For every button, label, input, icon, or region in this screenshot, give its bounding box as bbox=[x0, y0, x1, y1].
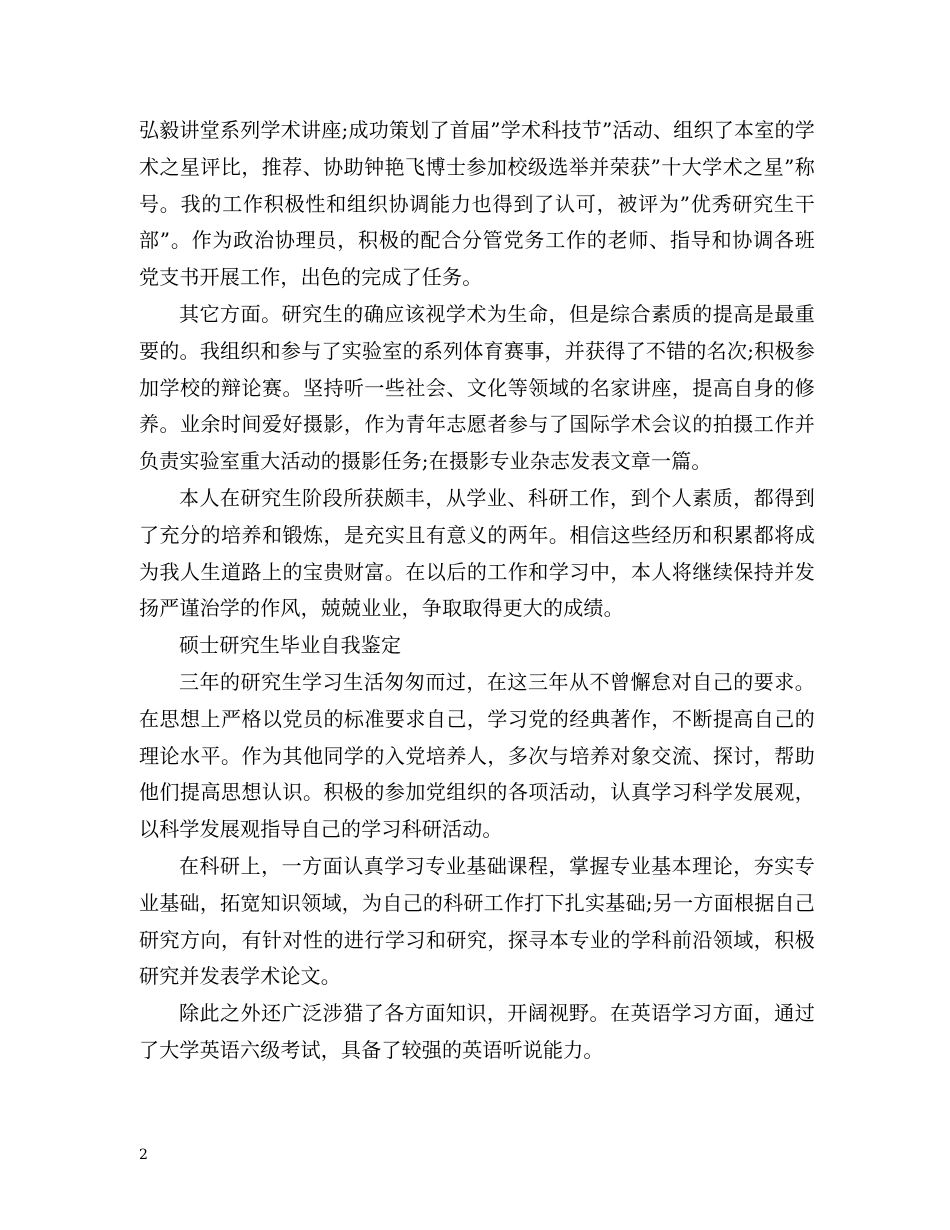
paragraph-6: 除此之外还广泛涉猎了各方面知识，开阔视野。在英语学习方面，通过了大学英语六级考试，具备了较强的英语听说能力。 bbox=[139, 1001, 815, 1062]
page-number: 2 bbox=[139, 1147, 148, 1163]
paragraph-5: 在科研上，一方面认真学习专业基础课程，掌握专业基本理论，夯实专业基础，拓宽知识领域，为自己的科研工作打下扎实基础;另一方面根据自己研究方向，有针对性的进行学习和研究，探寻本专业的学科前沿领域，积极研究并发表学术论文。 bbox=[139, 853, 815, 989]
paragraph-4: 三年的研究生学习生活匆匆而过，在这三年从不曾懈怠对自己的要求。在思想上严格以党员的标准要求自己，学习党的经典著作，不断提高自己的理论水平。作为其他同学的入党培养人，多次与培养对象交流、探讨，帮助他们提高思想认识。积极的参加党组织的各项活动，认真学习科学发展观，以科学发展观指导自己的学习科研活动。 bbox=[139, 669, 815, 842]
document-body bbox=[139, 112, 815, 1069]
paragraph-1: 弘毅讲堂系列学术讲座;成功策划了首届”学术科技节”活动、组织了本室的学术之星评比，推荐、协助钟艳飞博士参加校级选举并荣获”十大学术之星”称号。我的工作积极性和组织协调能力也得到了认可，被评为”优秀研究生干部”。作为政治协理员，积极的配合分管党务工作的老师、指导和协调各班党支书开展工作，出色的完成了任务。 bbox=[139, 118, 815, 290]
paragraph-3: 本人在研究生阶段所获颇丰，从学业、科研工作，到个人素质，都得到了充分的培养和锻炼，是充实且有意义的两年。相信这些经历和积累都将成为我人生道路上的宝贵财富。在以后的工作和学习中，本人将继续保持并发扬严谨治学的作风，兢兢业业，争取取得更大的成绩。 bbox=[139, 485, 815, 621]
paragraph-2: 其它方面。研究生的确应该视学术为生命，但是综合素质的提高是最重要的。我组织和参与了实验室的系列体育赛事，并获得了不错的名次;积极参加学校的辩论赛。坚持听一些社会、文化等领域的名家讲座，提高自身的修养。业余时间爱好摄影，作为青年志愿者参与了国际学术会议的拍摄工作并负责实验室重大活动的摄影任务;在摄影专业杂志发表文章一篇。 bbox=[139, 301, 815, 474]
section-heading: 硕士研究生毕业自我鉴定 bbox=[179, 633, 402, 658]
